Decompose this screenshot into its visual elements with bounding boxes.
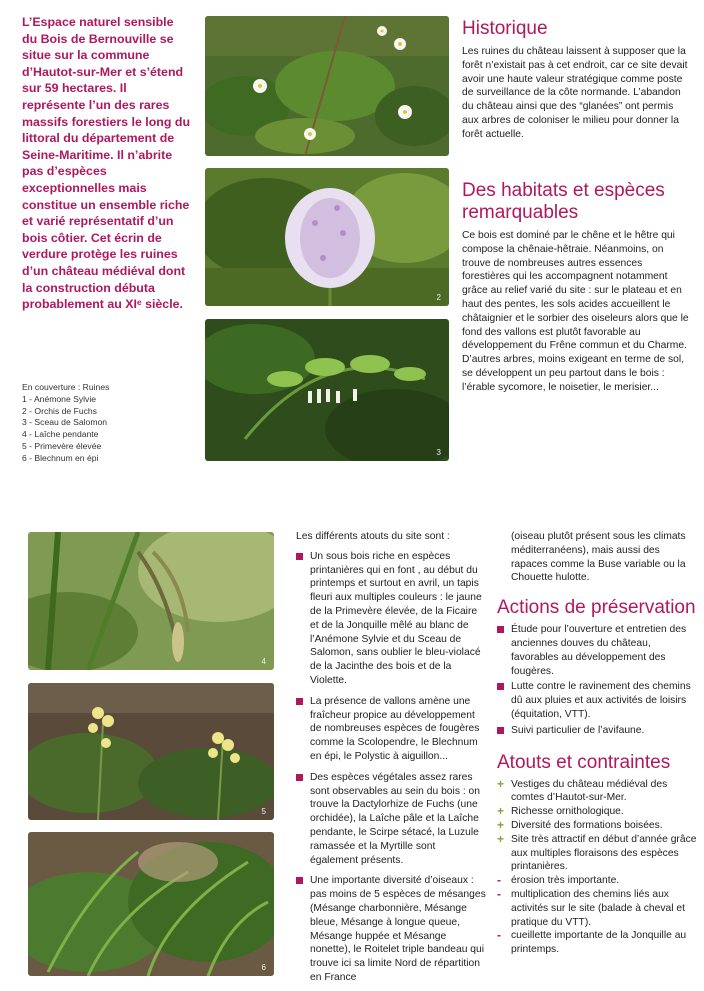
historique-text: Les ruines du château laissent à supposer que la forêt n’existait pas à cet endroit, car ce site devait avoir une haute valeur stratégique comme poste de surveillance de la côte normande. L’abandon du château ainsi que des “glanées” ont permis aux arbres de coloniser le milieu pour donner la forêt actuelle. bbox=[462, 46, 688, 140]
minus-item: - cueillette importante de la Jonquille au printemps. bbox=[497, 928, 687, 956]
atouts-site-intro: Les différents atouts du site sont : bbox=[296, 531, 450, 542]
atouts-site-list bbox=[296, 550, 486, 985]
plus-icon: + bbox=[497, 831, 505, 846]
plus-item: + Richesse ornithologique. bbox=[497, 804, 624, 819]
plus-item: + Site très attractif en début d’année grâce aux multiples floraisons des espèces printanières. bbox=[497, 831, 697, 873]
actions-title: Actions de préservation bbox=[497, 597, 696, 619]
minus-icon: - bbox=[497, 886, 501, 901]
photo-anemone bbox=[205, 16, 449, 156]
habitats-title: Des habitats et espèces remarquables bbox=[462, 180, 665, 223]
list-item: Une importante diversité d’oiseaux : pas moins de 5 espèces de mésanges (Mésange charbonnière, Mésange bleue, Mésange à longue queue, Mésange huppée et Mésange nonette), le Roitelet triple bandeau qui trouve ici sa limite Nord de répartition en France bbox=[296, 874, 486, 984]
caption-line: 5 - Primevère élevée bbox=[22, 440, 102, 451]
photo-captions bbox=[22, 382, 192, 465]
photo-number: 2 bbox=[436, 293, 441, 302]
photo-blechnum bbox=[28, 832, 274, 976]
list-item: Suivi particulier de l’avifaune. bbox=[497, 724, 697, 738]
list-item: Lutte contre le ravinement des chemins dû aux pluies et aux activités de loisirs (équitation, VTT). bbox=[497, 680, 697, 721]
intro-text: L’Espace naturel sensible du Bois de Bernouville se situe sur la commune d’Hautot-sur-Mer et s’étend sur 59 hectares. Il représente l’un des rares massifs forestiers le long du littoral du département de Seine-Maritime. Il n’abrite pas d’espèces exceptionnelles mais constitue un ensemble riche et varié représentatif d’un bois côtier. Cet écrin de verdure protège les ruines d’un château médiéval dont la construction débuta probablement au XIᵉ siècle. bbox=[22, 15, 191, 312]
photo-orchis bbox=[205, 168, 449, 306]
atouts-site-continuation: (oiseau plutôt présent sous les climats méditerranéens), mais aussi des rapaces comme la Buse variable ou la Chouette hulotte. bbox=[511, 531, 686, 584]
caption-line: 4 - Laîche pendante bbox=[22, 429, 99, 440]
caption-line: 6 - Blechnum en épi bbox=[22, 452, 99, 463]
photo-number: 5 bbox=[261, 807, 266, 816]
plus-item: + Vestiges du château médiéval des comtes d’Hautot-sur-Mer. bbox=[497, 776, 668, 804]
list-item: La présence de vallons amène une fraîcheur propice au développement de nombreuses espèces de fougères comme la Scolopendre, le Blechnum en épi, le Polystic à aiguillon... bbox=[296, 695, 486, 764]
caption-line: 3 - Sceau de Salomon bbox=[22, 417, 108, 428]
minus-item: - multiplication des chemins liés aux activités sur le site (balade à cheval et pratique du VTT). bbox=[497, 886, 685, 928]
historique-title: Historique bbox=[462, 18, 548, 39]
caption-line: 1 - Anémone Sylvie bbox=[22, 393, 97, 404]
plus-icon: + bbox=[497, 817, 505, 832]
plus-item: + Diversité des formations boisées. bbox=[497, 817, 663, 832]
caption-line: En couverture : Ruines bbox=[22, 382, 110, 392]
habitats-text: Ce bois est dominé par le chêne et le hêtre qui compose la chênaie-hêtraie. Néanmoins, on trouve de nombreuses autres essences forestières qui les accompagnent notamment grâce au relief varié du site : sur le plateau et en haut des pentes, les sols acides accueillent le châtaignier et le sorbier des oiseleurs alors que le fond des vallons est plutôt favorable au développement du Frêne commun et du Charme. D’autres arbres, moins exigeant en terme de sol, se développent un peu partout dans le bois : l’érable sycomore, le noisetier, le merisier... bbox=[462, 230, 689, 393]
atouts-contraintes-list bbox=[497, 778, 697, 957]
atouts-contraintes-title: Atouts et contraintes bbox=[497, 751, 671, 773]
minus-item: - érosion très importante. bbox=[497, 873, 620, 888]
atouts-site-column bbox=[296, 530, 486, 985]
minus-icon: - bbox=[497, 928, 501, 943]
list-item: Étude pour l’ouverture et entretien des anciennes douves du château, favorables au développement des fougères. bbox=[497, 623, 697, 678]
actions-list bbox=[497, 623, 697, 737]
photo-laiche-pendante bbox=[28, 532, 274, 670]
right-column bbox=[497, 530, 697, 957]
photo-number: 3 bbox=[436, 448, 441, 457]
plus-icon: + bbox=[497, 804, 505, 819]
plus-icon: + bbox=[497, 776, 505, 791]
photo-number: 4 bbox=[261, 657, 266, 666]
caption-line: 2 - Orchis de Fuchs bbox=[22, 405, 97, 416]
photo-number: 6 bbox=[261, 963, 266, 972]
photo-sceau-salomon bbox=[205, 319, 449, 461]
photo-primevere bbox=[28, 683, 274, 820]
list-item: Des espèces végétales assez rares sont observables au sein du bois : on trouve la Dactylorhize de Fuchs (une orchidée), la Laîche pâle et la Laîche pendante, le Scirpe sétacé, la Luzule ramassée et la Myrtille sont également présents. bbox=[296, 771, 486, 868]
minus-icon: - bbox=[497, 873, 501, 888]
list-item: Un sous bois riche en espèces printanières qui en font , au début du printemps et surtout en avril, un tapis fleuri aux multiples couleurs : le jaune de la Primevère élevée, de la Ficaire et de la Jonquille mêlé au blanc de l’Anémone Sylvie et du Sceau de Salomon, sans oublier le bleu-violacé de la Jacinthe des bois et de la Violette. bbox=[296, 550, 486, 688]
